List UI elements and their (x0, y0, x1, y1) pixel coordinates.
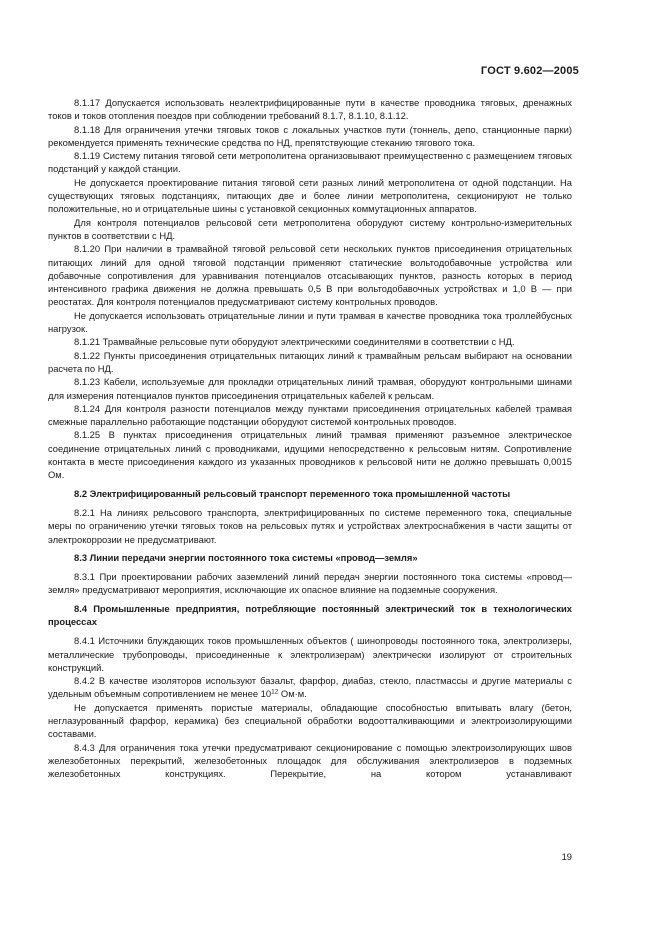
paragraph-8-4-2 (48, 674, 572, 701)
paragraph-8-4-1: 8.4.1 Источники блуждающих токов промышленных объектов ( шинопроводы постоянного тока, электролизеры, металлические трубопроводы, присоединенные к электролизерам) электрически изолируют от строительных конструкций. (48, 635, 572, 673)
paragraph-8-3-1: 8.3.1 При проектировании рабочих заземлений линий передач энергии постоянного тока системы «провод—земля» предусматривают мероприятия, исключающие их опасное влияние на подземные сооружения. (48, 571, 572, 596)
paragraph-8-4-3: 8.4.3 Для ограничения тока утечки предусматривают секционирование с помощью электроизолирующих швов железобетонных перекрытий, железобетонных площадок для обслуживания электролизеров в подземных железобетонных конструкциях. Перекрытие, на котором устанавливают (48, 741, 572, 780)
paragraph-8-1-22: 8.1.22 Пункты присоединения отрицательных питающих линий к трамвайным рельсам выбирают на основании расчета по НД. (48, 349, 572, 374)
paragraph-8-1-18: 8.1.18 Для ограничения утечки тяговых токов с локальных участков пути (тоннель, депо, станционные парки) рекомендуется применять технические средства по НД, препятствующие стеканию тягового тока. (48, 123, 572, 148)
paragraph-8-2-1: 8.2.1 На линиях рельсового транспорта, электрифицированных по системе переменного тока, специальные меры по ограничению утечки тяговых токов на рельсовых путях и устройствах электроснабжения в части защиты от электрокоррозии не предусматривают. (48, 506, 572, 545)
paragraph-8-1-23: 8.1.23 Кабели, используемые для прокладки отрицательных линий трамвая, оборудуют контрольными шинами для измерения потенциалов пунктов присоединения отрицательных кабелей к рельсам. (48, 376, 572, 401)
paragraph-trolleybus: Не допускается использовать отрицательные линии и пути трамвая в качестве проводника тока троллейбусных нагрузок. (48, 309, 572, 335)
paragraph-metro-substations: Не допускается проектирование питания тяговой сети разных линий метрополитена от одной подстанции. На существующих тяговых подстанциях, питающих две и более линии метрополитена, секционируют не только положительные, но и отрицательные шины с установкой секционных коммутационных аппаратов. (48, 176, 572, 215)
unit-text: Ом·м. (278, 688, 307, 700)
standard-header: ГОСТ 9.602—2005 (480, 65, 579, 77)
section-heading-8-2: 8.2 Электрифицированный рельсовый транспорт переменного тока промышленной частоты (74, 487, 511, 499)
paragraph-8-1-25: 8.1.25 В пунктах присоединения отрицательных линий трамвая применяют разъемное электрическое соединение отрицательных линий с проводниками, идущими непосредственно к рельсовым нитям. Сопротивление контакта в месте присоединения каждого из указанных проводников к рельсовой нити не должно превышать 0,0015 Ом. (48, 429, 572, 481)
paragraph-8-1-20: 8.1.20 При наличии в трамвайной тяговой рельсовой сети нескольких пунктов присоединения отрицательных питающих линий для одной тяговой подстанции применяют статические вольтодобавочные устройства или добавочные сопротивления для уравнивания потенциалов отсасывающих пунктов, разность которых в период интенсивного графика движения не должна превышать 0,5 В при вольтодобавочных устройствах и 1,0 В — при реостатах. Для контроля потенциалов предусматривают систему контрольных проводов. (48, 243, 572, 308)
paragraph-8-1-17: 8.1.17 Допускается использовать неэлектрифицированные пути в качестве проводника тяговых, дренажных токов и токов отопления поездов при соблюдении требований 8.1.7, 8.1.10, 8.1.12. (48, 97, 572, 122)
section-heading-8-4: 8.4 Промышленные предприятия, потребляющие постоянный электрический ток в технологических процессах (48, 602, 572, 627)
paragraph-8-4-2-text: 8.4.2 В качестве изоляторов используют базальт, фарфор, диабаз, стекло, пластмассы и другие материалы с удельным объемным сопротивлением не менее 10 (48, 675, 572, 700)
exponent: 12 (271, 688, 279, 696)
paragraph-8-1-21: 8.1.21 Трамвайные рельсовые пути оборудуют электрическими соединителями в соответствии с НД. (74, 336, 515, 348)
paragraph-8-1-24: 8.1.24 Для контроля разности потенциалов между пунктами присоединения отрицательных кабелей трамвая смежные параллельно работающие подстанции оборудуют системой контрольных проводов. (48, 402, 572, 428)
paragraph-8-1-19: 8.1.19 Систему питания тяговой сети метрополитена организовывают преимущественно с размещением тяговых подстанций у каждой станции. (48, 150, 572, 175)
paragraph-porous-materials: Не допускается применять пористые материалы, обладающие способностью впитывать влагу (бетон, неглазурованный фарфор, керамика) без специальной обработки водоотталкивающими и электроизолирующими составами. (48, 701, 572, 740)
paragraph-metro-control: Для контроля потенциалов рельсовой сети метрополитена оборудуют систему контрольно-измерительных пунктов в соответствии с НД. (48, 216, 572, 241)
document-body (48, 96, 572, 781)
section-heading-8-3: 8.3 Линии передачи энергии постоянного тока системы «провод—земля» (74, 551, 418, 563)
page-number: 19 (561, 851, 572, 862)
